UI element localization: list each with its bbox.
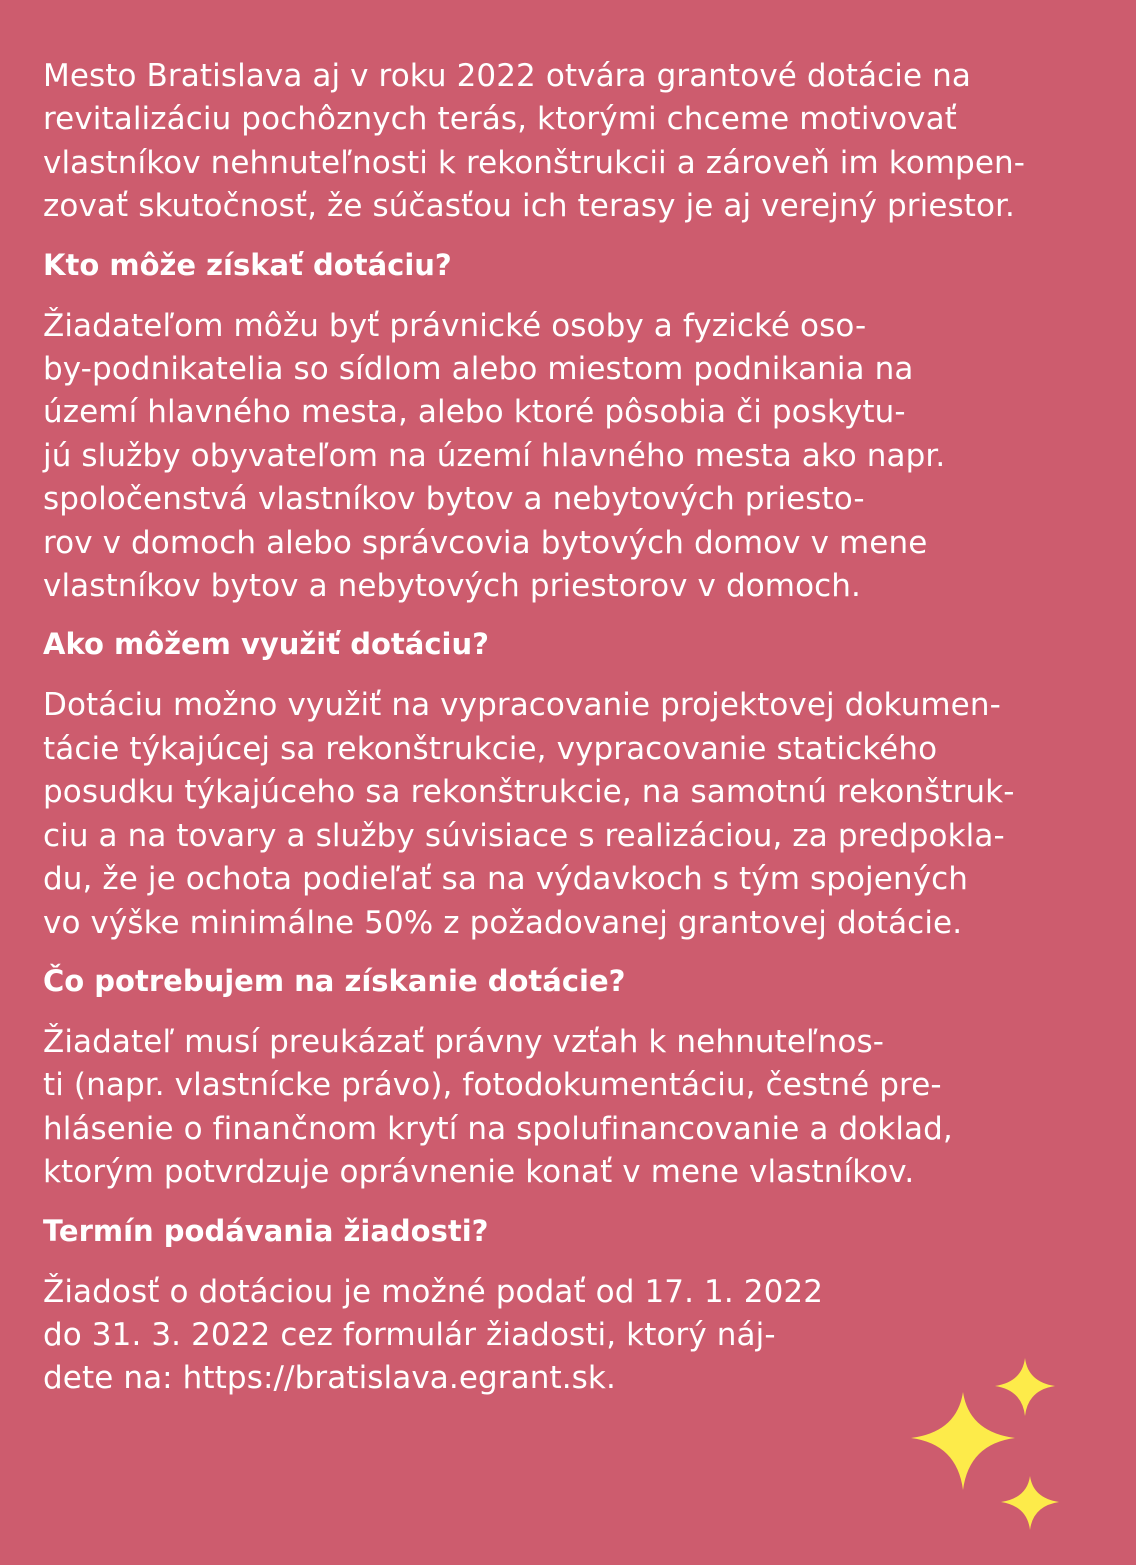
document-body (43, 55, 1103, 1401)
text-line: Mesto Bratislava aj v roku 2022 otvára grantové dotácie na (43, 58, 971, 94)
text-line: rov v domoch alebo správcovia bytových domov v mene (43, 524, 928, 561)
text-line: Žiadateľ musí preukázať právny vzťah k nehnuteľnos- (43, 1023, 885, 1060)
section-heading-requirements: Čo potrebujem na získanie dotácie? (43, 963, 626, 998)
text-line: ti (napr. vlastnícke právo), fotodokumentáciu, čestné pre- (43, 1067, 942, 1104)
text-line: vlastníkov nehnuteľnosti k rekonštrukcii a zároveň im kompen- (43, 144, 1026, 181)
text-line: území hlavného mesta, alebo ktoré pôsobia či poskytu- (43, 394, 906, 431)
section-heading-how: Ako môžem využiť dotáciu? (43, 627, 489, 662)
section-paragraph-who (43, 305, 1103, 609)
text-line: dete na: https://bratislava.egrant.sk. (43, 1360, 616, 1397)
intro-paragraph (43, 55, 1103, 229)
text-line: zovať skutočnosť, že súčasťou ich terasy je aj verejný priestor. (43, 188, 1016, 225)
text-line: hlásenie o finančnom krytí na spolufinancovanie a doklad, (43, 1110, 953, 1147)
text-line: revitalizáciu pochôznych terás, ktorými chceme motivovať (43, 101, 957, 138)
sparkles-icon (905, 1350, 1075, 1550)
text-line: do 31. 3. 2022 cez formulár žiadosti, ktorý náj- (43, 1316, 776, 1353)
text-line: Dotáciu možno využiť na vypracovanie projektovej dokumen- (43, 687, 1001, 724)
section-heading-who: Kto môže získať dotáciu? (43, 247, 452, 282)
text-line: Žiadateľom môžu byť právnické osoby a fyzické oso- (43, 307, 867, 344)
text-line: posudku týkajúceho sa rekonštrukcie, na samotnú rekonštruk- (43, 774, 1015, 811)
text-line: Žiadosť o dotáciou je možné podať od 17. 1. 2022 (43, 1273, 824, 1310)
text-line: jú služby obyvateľom na území hlavného mesta ako napr. (43, 437, 946, 474)
section-paragraph-requirements (43, 1021, 1103, 1195)
text-line: du, že je ochota podieľať sa na výdavkoch s tým spojených (43, 861, 969, 898)
section-heading-deadline: Termín podávania žiadosti? (43, 1213, 489, 1248)
text-line: by-podnikatelia so sídlom alebo miestom podnikania na (43, 351, 914, 388)
text-line: ciu a na tovary a služby súvisiace s realizáciou, za predpokla- (43, 817, 1005, 854)
text-line: vo výške minimálne 50% z požadovanej grantovej dotácie. (43, 904, 963, 941)
text-line: vlastníkov bytov a nebytových priestorov v domoch. (43, 568, 861, 605)
text-line: tácie týkajúcej sa rekonštrukcie, vypracovanie statického (43, 730, 938, 767)
text-line: spoločenstvá vlastníkov bytov a nebytových priesto- (43, 481, 865, 518)
text-line: ktorým potvrdzuje oprávnenie konať v mene vlastníkov. (43, 1154, 915, 1191)
section-paragraph-how (43, 684, 1103, 944)
